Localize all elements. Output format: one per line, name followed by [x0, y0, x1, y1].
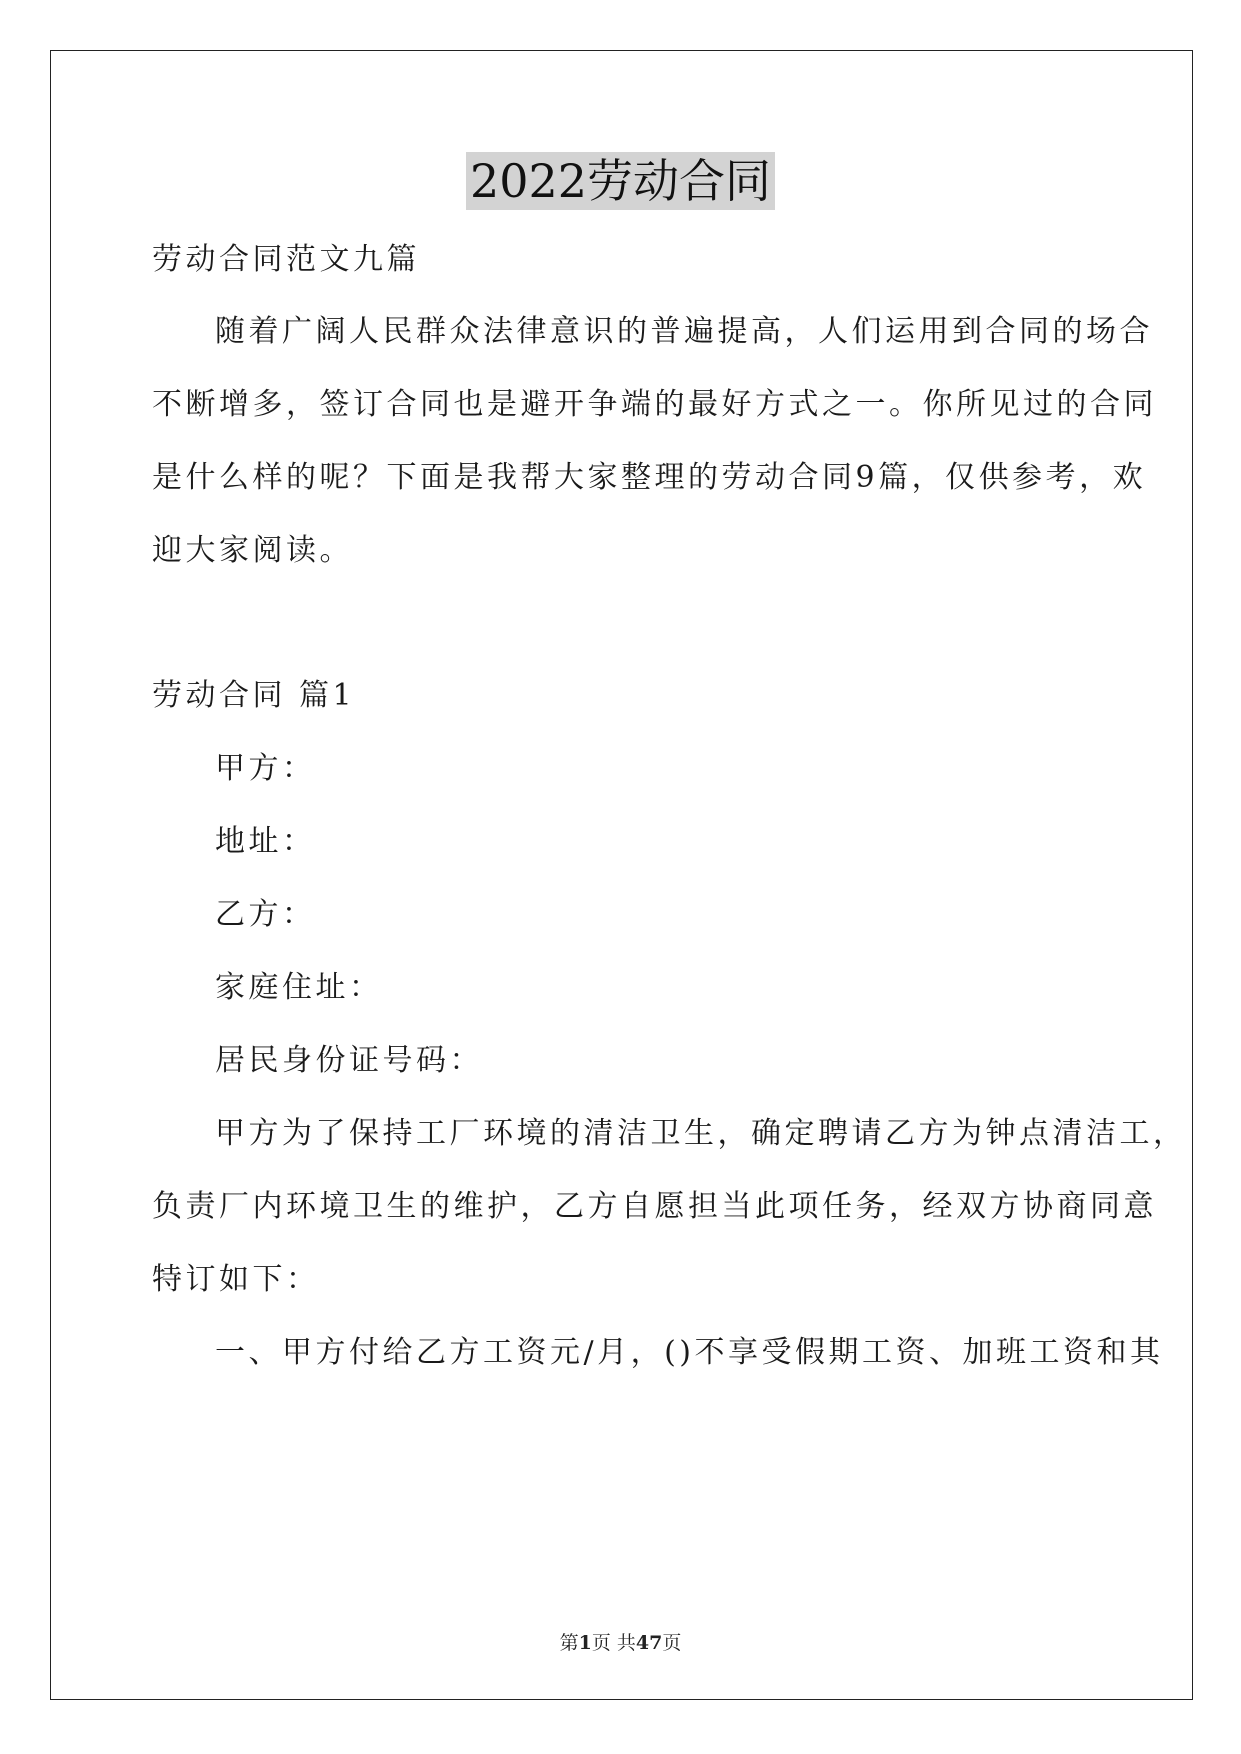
- section-heading: 劳动合同 篇1: [152, 678, 356, 713]
- field-id-number: 居民身份证号码：: [215, 1043, 483, 1078]
- document-title-wrapper: [0, 152, 1241, 210]
- body-line: 甲方为了保持工厂环境的清洁卫生，确定聘请乙方为钟点清洁工，: [215, 1116, 1187, 1151]
- field-home-address: 家庭住址：: [215, 970, 383, 1005]
- field-party-b: 乙方：: [215, 897, 316, 932]
- document-subtitle: 劳动合同范文九篇: [152, 242, 420, 277]
- field-address: 地址：: [215, 824, 316, 859]
- field-party-a: 甲方：: [215, 751, 316, 786]
- document-title: 2022劳动合同: [466, 152, 775, 210]
- footer-page-total: 47: [635, 1632, 663, 1654]
- body-line: 负责厂内环境卫生的维护，乙方自愿担当此项任务，经双方协商同意: [152, 1189, 1157, 1224]
- footer-page-mid: 页 共: [591, 1632, 636, 1654]
- intro-line: 不断增多，签订合同也是避开争端的最好方式之一。你所见过的合同: [152, 387, 1157, 422]
- page-footer: [0, 1628, 1241, 1655]
- intro-line: 迎大家阅读。: [152, 533, 353, 568]
- intro-line: 是什么样的呢？下面是我帮大家整理的劳动合同9篇，仅供参考，欢: [152, 460, 1147, 495]
- intro-line: 随着广阔人民群众法律意识的普遍提高，人们运用到合同的场合: [215, 314, 1153, 349]
- footer-page-suffix: 页: [662, 1632, 682, 1654]
- body-line: 特订如下：: [152, 1262, 320, 1297]
- footer-page-current: 1: [578, 1632, 592, 1654]
- footer-page-prefix: 第: [559, 1632, 579, 1654]
- page-border: [50, 50, 1193, 1700]
- body-line: 一、甲方付给乙方工资元/月，()不享受假期工资、加班工资和其: [215, 1335, 1164, 1370]
